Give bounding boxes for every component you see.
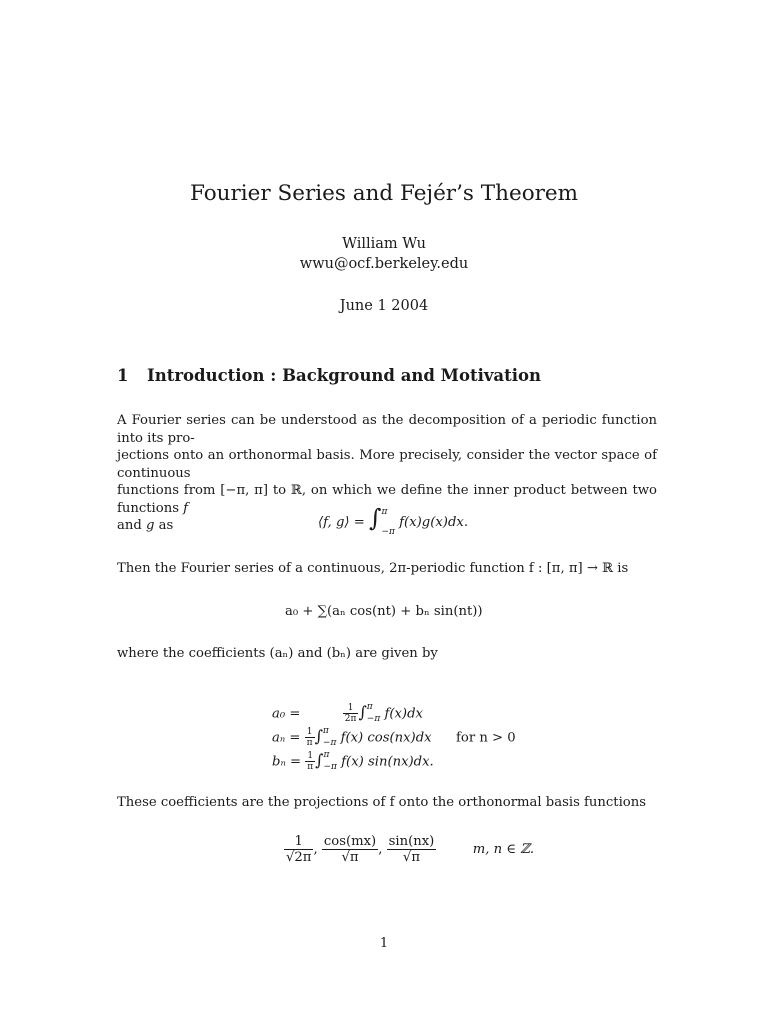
paragraph-coefficients: where the coefficients (aₙ) and (bₙ) are given by [117,646,438,661]
basis-frac-cos: $\frac{\cos(mx)}{√\pi}$ [323,834,377,865]
equation-fourier-series: a₀ + ∑(aₙ cos(nt) + bₙ sin(nt)) [285,604,483,619]
integrand: f(x)g(x)dx. [399,515,469,530]
paragraph-line: A Fourier series can be understood as the decomposition of a periodic function into its pro- [117,413,657,446]
coef-bn-lhs: bₙ = [272,754,302,770]
coef-bn-frac: $\frac{1}{\pi}$ [307,751,314,773]
author-email: wwu@ocf.berkeley.edu [299,256,469,272]
basis-frac-sin: $\frac{\sin(nx)}{√\pi}$ [388,834,435,865]
coef-an-limits: π −π [322,726,337,748]
coef-a0-limits: π −π [366,702,381,724]
coef-an-row: aₙ = $\frac{1}{\pi}$ ∫ π −π f(x) cos(nx)dx for n > 0 [272,726,516,749]
section-heading [117,366,541,385]
coef-bn-rhs: f(x) sin(nx)dx. [341,754,434,770]
equation-basis-functions: $\frac{1}{√2\pi}$ , $\frac{\cos(mx)}{√\pi}$ , $\frac{\sin(nx)}{√\pi}$ m, n ∈ ℤ. [286,834,535,865]
paragraph-line: and g as [117,518,174,533]
section-number: 1 [117,366,129,385]
section-title: Introduction : Background and Motivation [147,366,542,385]
paragraph-projections: These coefficients are the projections of f onto the orthonormal basis functions [117,795,647,810]
coef-bn-row: bₙ = $\frac{1}{\pi}$ ∫ π −π f(x) sin(nx)dx. [272,750,434,773]
coef-an-condition: for n > 0 [456,730,516,746]
paragraph-line: jections onto an orthonormal basis. More precisely, consider the vector space of continuous [117,448,657,481]
equation-lhs: ⟨f, g⟩ = [318,515,365,530]
basis-frac-1: $\frac{1}{√2\pi}$ [286,834,312,865]
basis-condition: m, n ∈ ℤ. [472,842,535,857]
coef-an-frac: $\frac{1}{\pi}$ [306,727,313,749]
paragraph-series-def: Then the Fourier series of a continuous, 2π-periodic function f : [π, π] → ℝ is [117,561,629,576]
author-name: William Wu [342,236,426,252]
page-number: 1 [379,936,389,951]
coef-a0-frac: $\frac{1}{2\pi}$ [344,703,357,725]
paragraph-line: functions from [−π, π] to ℝ, on which we define the inner product between two functions f [117,483,657,516]
coef-an-lhs: aₙ = [272,730,301,746]
integral-sign: ∫ [368,504,382,532]
paper-title: Fourier Series and Fejér’s Theorem [189,181,579,206]
integral-limits: π −π [381,506,395,537]
paper-date: June 1 2004 [339,298,429,314]
coef-bn-limits: π −π [323,750,337,772]
equation-inner-product [318,506,468,537]
coef-a0-row: a₀ = $\frac{1}{2\pi}$ ∫ π −π f(x)dx [272,702,423,725]
coef-a0-rhs: f(x)dx [384,706,423,722]
coef-an-rhs: f(x) cos(nx)dx [340,730,432,746]
coef-a0-lhs: a₀ = [272,706,301,722]
